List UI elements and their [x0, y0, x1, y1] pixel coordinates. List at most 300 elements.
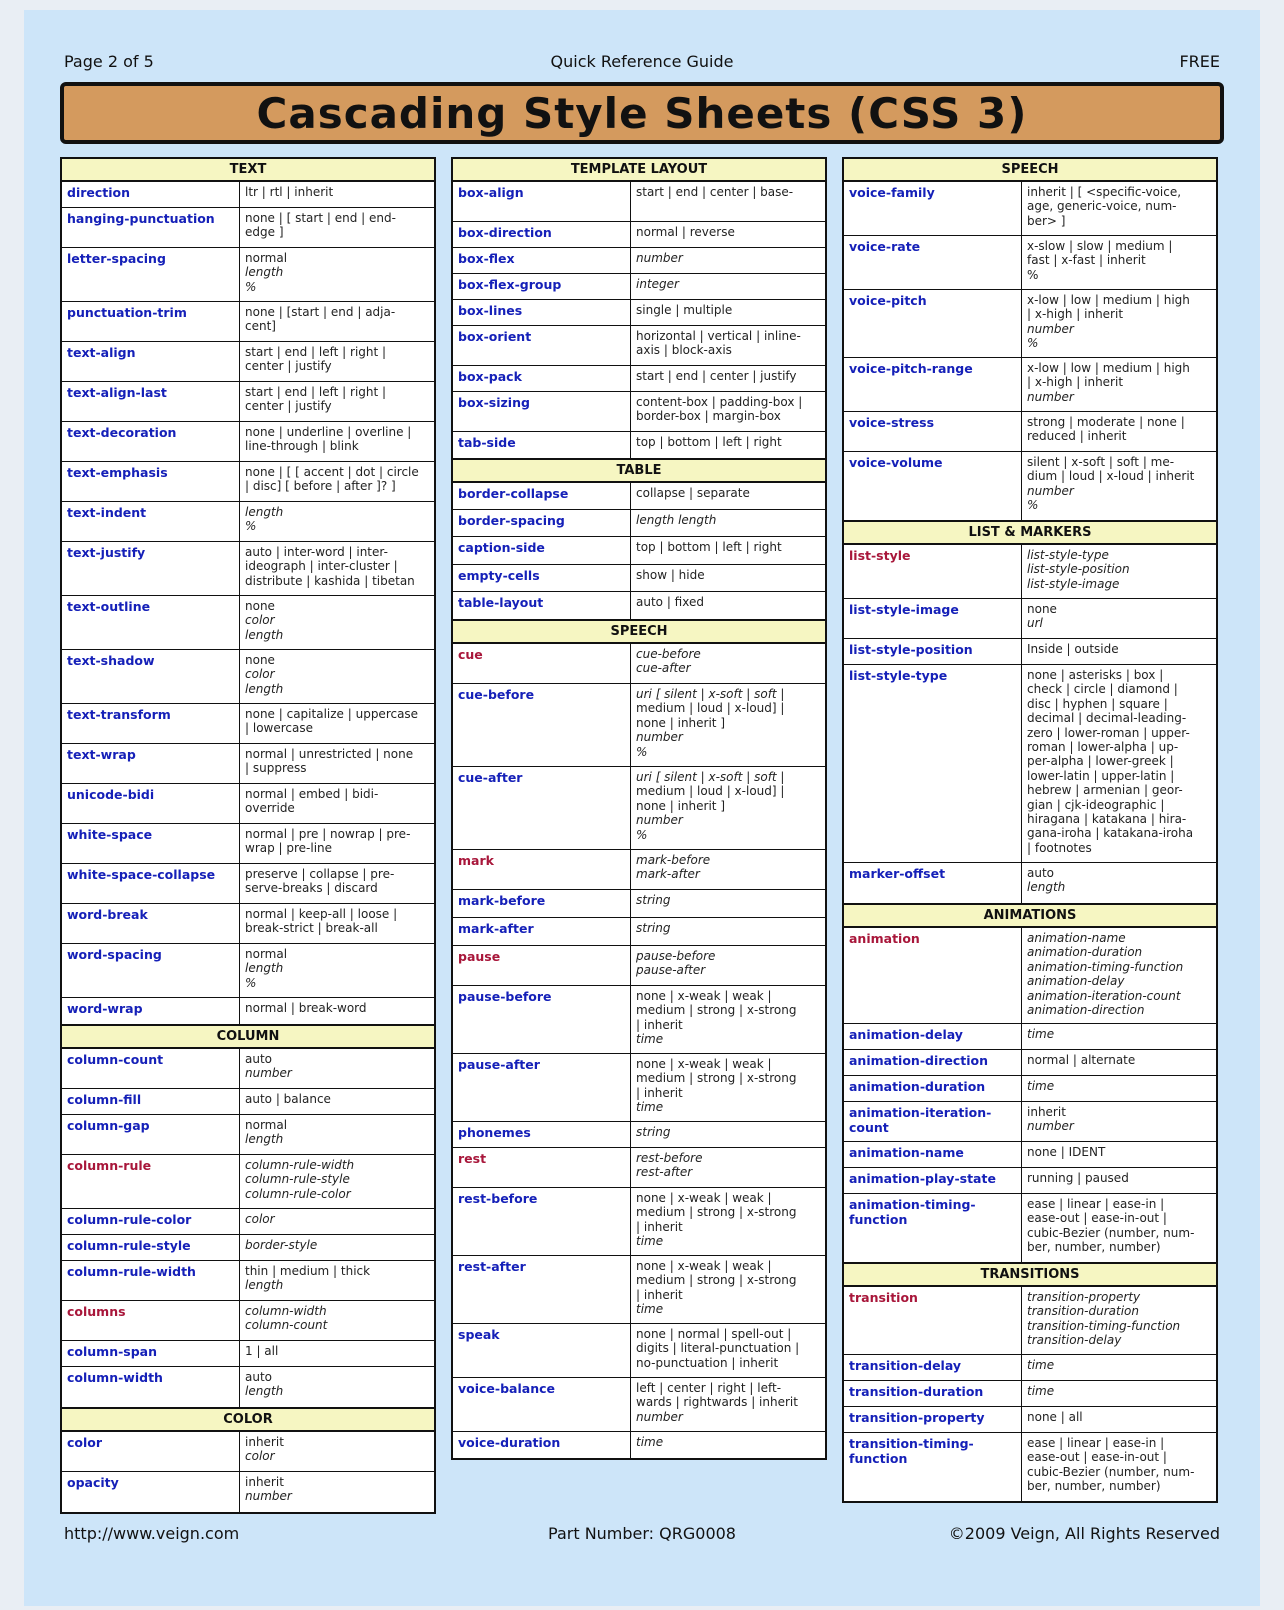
value-line: string: [636, 1125, 671, 1139]
property-row: [453, 392, 825, 432]
property-name: table-layout: [453, 592, 631, 619]
property-values: [631, 1432, 825, 1458]
value-line: normal | reverse: [636, 225, 735, 239]
property-name: cue: [453, 644, 631, 683]
property-values: [631, 366, 825, 391]
value-line: integer: [636, 277, 679, 291]
property-row: [62, 208, 434, 248]
property-name: border-collapse: [453, 483, 631, 509]
price-label: FREE: [1179, 52, 1220, 71]
property-values: [631, 537, 825, 564]
property-values: [240, 248, 434, 301]
value-line: override: [245, 801, 295, 816]
value-line: disc | hyphen | square |: [1027, 696, 1168, 711]
property-values: [631, 510, 825, 536]
page-indicator: Page 2 of 5: [64, 52, 154, 71]
value-line: medium | strong | x-strong: [636, 1273, 797, 1288]
property-values: [631, 392, 825, 431]
property-name: opacity: [62, 1472, 240, 1512]
value-line: %: [245, 279, 257, 294]
property-row: [62, 1209, 434, 1235]
property-row: [62, 1341, 434, 1367]
property-name: direction: [62, 182, 240, 207]
value-line: cue-before: [636, 647, 701, 661]
property-values: [631, 1324, 825, 1377]
property-name: border-spacing: [453, 510, 631, 536]
property-values: [240, 1235, 434, 1260]
section-title: COLUMN: [62, 1024, 434, 1049]
property-name: transition-duration: [844, 1381, 1022, 1406]
property-values: [631, 890, 825, 917]
value-line: time: [636, 1435, 664, 1449]
property-values: [240, 182, 434, 207]
section-speech: [844, 159, 1216, 520]
property-name: column-rule-color: [62, 1209, 240, 1234]
value-line: content-box | padding-box |: [636, 395, 803, 409]
value-line: border-style: [245, 1238, 318, 1252]
property-name: transition-delay: [844, 1355, 1022, 1380]
property-name: rest: [453, 1148, 631, 1187]
property-values: [1022, 599, 1216, 638]
property-row: [844, 290, 1216, 358]
property-row: [453, 366, 825, 392]
property-values: [1022, 452, 1216, 520]
property-name: mark: [453, 850, 631, 889]
value-line: none: [245, 599, 275, 613]
property-values: [1022, 665, 1216, 862]
property-row: [844, 1287, 1216, 1355]
property-name: box-lines: [453, 300, 631, 325]
property-row: [844, 236, 1216, 290]
property-values: [240, 1341, 434, 1366]
value-line: border-box | margin-box: [636, 409, 781, 424]
value-line: inherit: [245, 1435, 284, 1449]
property-values: [240, 784, 434, 823]
property-row: [62, 596, 434, 650]
property-row: [62, 1472, 434, 1512]
value-line: %: [245, 519, 257, 534]
value-line: pause-before: [636, 949, 716, 963]
property-row: [62, 342, 434, 382]
property-name: list-style: [844, 545, 1022, 598]
property-values: [240, 1261, 434, 1300]
property-values: [240, 422, 434, 461]
property-values: [1022, 1433, 1216, 1501]
property-values: [240, 1209, 434, 1234]
property-values: [631, 300, 825, 325]
property-name: column-rule-width: [62, 1261, 240, 1300]
value-line: x-low | low | medium | high: [1027, 293, 1190, 307]
property-row: [453, 684, 825, 767]
value-line: preserve | collapse | pre-: [245, 867, 395, 881]
section-title: COLOR: [62, 1407, 434, 1432]
property-row: [844, 1433, 1216, 1501]
property-name: transition-property: [844, 1407, 1022, 1432]
value-line: top | bottom | left | right: [636, 435, 782, 449]
property-row: [844, 1142, 1216, 1168]
property-name: voice-duration: [453, 1432, 631, 1458]
property-values: [240, 744, 434, 783]
value-line: time: [1027, 1358, 1055, 1372]
value-line: start | end | center | base-: [636, 185, 794, 199]
value-line: %: [636, 827, 648, 842]
value-line: list-style-type: [1027, 548, 1109, 562]
property-row: [453, 483, 825, 510]
value-line: silent | x-soft | soft | me-: [1027, 455, 1175, 469]
property-values: [1022, 863, 1216, 903]
property-row: [62, 1432, 434, 1472]
value-line: medium | strong | x-strong: [636, 1205, 797, 1220]
property-row: [453, 510, 825, 537]
property-row: [62, 998, 434, 1024]
value-line: check | circle | diamond |: [1027, 682, 1178, 697]
value-line: zero | lower-roman | upper-: [1027, 725, 1190, 740]
value-line: auto: [245, 1052, 273, 1066]
property-name: unicode-bidi: [62, 784, 240, 823]
value-line: transition-delay: [1027, 1333, 1122, 1348]
property-name: rest-before: [453, 1188, 631, 1255]
value-line: 1 | all: [245, 1344, 279, 1358]
value-line: length: [245, 1384, 284, 1399]
property-name: box-pack: [453, 366, 631, 391]
value-line: | inherit: [636, 1287, 683, 1302]
value-line: number: [1027, 321, 1074, 336]
value-line: gian | cjk-ideographic |: [1027, 797, 1165, 812]
value-line: column-rule-style: [245, 1172, 350, 1187]
property-row: [453, 326, 825, 366]
value-line: column-count: [245, 1318, 328, 1333]
value-line: ideograph | inter-cluster |: [245, 559, 398, 574]
property-row: [62, 824, 434, 864]
property-row: [453, 182, 825, 222]
value-line: %: [636, 744, 648, 759]
value-line: %: [245, 975, 257, 990]
property-name: text-justify: [62, 542, 240, 595]
value-line: list-style-image: [1027, 576, 1120, 591]
property-values: [240, 502, 434, 541]
value-line: color: [245, 1449, 275, 1464]
value-line: lower-latin | upper-latin |: [1027, 768, 1175, 783]
property-row: [62, 502, 434, 542]
property-row: [844, 928, 1216, 1024]
property-row: [453, 1324, 825, 1378]
property-row: [453, 565, 825, 592]
title-banner: [60, 82, 1224, 144]
value-line: | x-high | inherit: [1027, 307, 1124, 322]
property-row: [844, 1024, 1216, 1050]
property-values: [240, 1472, 434, 1512]
property-values: [631, 850, 825, 889]
property-values: [240, 864, 434, 903]
value-line: color: [245, 667, 275, 682]
property-name: voice-rate: [844, 236, 1022, 289]
value-line: %: [1027, 267, 1039, 282]
value-line: x-slow | slow | medium |: [1027, 239, 1173, 253]
value-line: time: [636, 1234, 664, 1249]
value-line: number: [636, 730, 683, 745]
value-line: inherit: [1027, 1105, 1066, 1119]
value-line: center | justify: [245, 399, 332, 414]
value-line: hebrew | armenian | geor-: [1027, 783, 1183, 798]
property-name: text-shadow: [62, 650, 240, 703]
value-line: auto | balance: [245, 1092, 331, 1106]
value-line: animation-name: [1027, 931, 1126, 945]
value-line: none | [start | end | adja-: [245, 305, 396, 319]
section-title: SPEECH: [453, 619, 825, 644]
section-title: SPEECH: [844, 159, 1216, 182]
value-line: transition-property: [1027, 1290, 1141, 1304]
property-row: [844, 599, 1216, 639]
property-row: [62, 904, 434, 944]
value-line: none | x-weak | weak |: [636, 1259, 772, 1273]
property-name: word-break: [62, 904, 240, 943]
value-line: time: [1027, 1027, 1055, 1041]
value-line: single | multiple: [636, 303, 733, 317]
property-values: [1022, 1407, 1216, 1432]
value-line: column-rule-color: [245, 1186, 351, 1201]
value-line: medium | loud | x-loud] |: [636, 701, 785, 716]
property-row: [844, 665, 1216, 863]
property-row: [844, 182, 1216, 236]
value-line: transition-timing-function: [1027, 1318, 1181, 1333]
property-values: [240, 824, 434, 863]
value-line: uri [ silent | x-soft | soft |: [636, 687, 785, 701]
property-row: [62, 704, 434, 744]
value-line: cue-after: [636, 661, 691, 676]
property-name: box-flex: [453, 248, 631, 273]
property-row: [453, 274, 825, 300]
property-name: voice-balance: [453, 1378, 631, 1431]
value-line: distribute | kashida | tibetan: [245, 573, 415, 588]
property-values: [1022, 358, 1216, 411]
section-title: LIST & MARKERS: [844, 520, 1216, 545]
value-line: none | capitalize | uppercase: [245, 707, 419, 721]
value-line: edge ]: [245, 225, 284, 240]
value-line: none: [245, 653, 275, 667]
property-values: [240, 542, 434, 595]
property-name: word-wrap: [62, 998, 240, 1024]
value-line: strong | moderate | none |: [1027, 415, 1185, 429]
value-line: cubic-Bezier (number, num-: [1027, 1225, 1195, 1240]
property-values: [1022, 545, 1216, 598]
property-row: [62, 650, 434, 704]
value-line: top | bottom | left | right: [636, 540, 782, 554]
value-line: animation-duration: [1027, 945, 1143, 960]
value-line: time: [1027, 1384, 1055, 1398]
property-name: animation-timing-function: [844, 1194, 1022, 1262]
property-values: [631, 432, 825, 458]
property-name: animation-duration: [844, 1076, 1022, 1101]
property-values: [1022, 290, 1216, 357]
value-line: list-style-position: [1027, 562, 1130, 577]
property-values: [240, 1049, 434, 1088]
property-row: [62, 1261, 434, 1301]
property-name: text-indent: [62, 502, 240, 541]
value-line: none | underline | overline |: [245, 425, 412, 439]
section-title: TEXT: [62, 159, 434, 182]
property-name: white-space: [62, 824, 240, 863]
property-name: text-decoration: [62, 422, 240, 461]
property-name: letter-spacing: [62, 248, 240, 301]
value-line: gana-iroha | katakana-iroha: [1027, 826, 1194, 841]
property-values: [631, 986, 825, 1053]
value-line: length: [245, 505, 284, 519]
property-row: [62, 182, 434, 208]
property-name: column-rule-style: [62, 1235, 240, 1260]
property-row: [62, 864, 434, 904]
value-line: time: [1027, 1079, 1055, 1093]
property-name: column-count: [62, 1049, 240, 1088]
value-line: normal: [245, 947, 288, 961]
value-line: rest-before: [636, 1151, 703, 1165]
value-line: digits | literal-punctuation |: [636, 1341, 800, 1356]
value-line: x-low | low | medium | high: [1027, 361, 1190, 375]
value-line: rest-after: [636, 1165, 693, 1180]
property-name: animation-play-state: [844, 1168, 1022, 1193]
property-row: [453, 248, 825, 274]
property-row: [453, 1432, 825, 1458]
property-name: voice-family: [844, 182, 1022, 235]
value-line: collapse | separate: [636, 486, 750, 500]
property-name: cue-before: [453, 684, 631, 766]
footer-url[interactable]: http://www.veign.com: [64, 1524, 240, 1543]
property-name: pause-after: [453, 1054, 631, 1121]
property-row: [844, 545, 1216, 599]
value-line: | lowercase: [245, 721, 313, 736]
value-line: cent]: [245, 319, 276, 334]
property-values: [1022, 928, 1216, 1023]
section-title: TEMPLATE LAYOUT: [453, 159, 825, 182]
section-table: [453, 458, 825, 619]
property-row: [62, 462, 434, 502]
value-line: hiragana | katakana | hira-: [1027, 812, 1187, 827]
property-values: [240, 208, 434, 247]
property-values: [631, 1122, 825, 1147]
value-line: medium | strong | x-strong: [636, 1003, 797, 1018]
property-row: [453, 1378, 825, 1432]
property-values: [240, 302, 434, 341]
value-line: column-rule-width: [245, 1158, 355, 1172]
value-line: | inherit: [636, 1085, 683, 1100]
property-row: [62, 1367, 434, 1407]
property-name: pause-before: [453, 986, 631, 1053]
value-line: left | center | right | left-: [636, 1381, 782, 1395]
value-line: serve-breaks | discard: [245, 881, 378, 896]
property-row: [453, 1256, 825, 1324]
property-name: empty-cells: [453, 565, 631, 591]
property-name: color: [62, 1432, 240, 1471]
property-name: punctuation-trim: [62, 302, 240, 341]
section-transitions: [844, 1262, 1216, 1501]
property-name: marker-offset: [844, 863, 1022, 903]
value-line: number: [636, 813, 683, 828]
value-line: length: [245, 627, 284, 642]
section-text: [62, 159, 434, 1024]
section-title: TABLE: [453, 458, 825, 483]
section-list-markers: [844, 520, 1216, 903]
footer-part-number: Part Number: QRG0008: [548, 1524, 736, 1543]
value-line: | disc] [ before | after ]? ]: [245, 479, 396, 494]
property-row: [844, 1050, 1216, 1076]
value-line: time: [636, 1302, 664, 1317]
property-name: column-width: [62, 1367, 240, 1407]
value-line: medium | strong | x-strong: [636, 1071, 797, 1086]
page-title: Cascading Style Sheets (CSS 3): [256, 88, 1028, 138]
property-row: [453, 1122, 825, 1148]
property-row: [62, 784, 434, 824]
value-line: reduced | inherit: [1027, 429, 1127, 444]
value-line: ease | linear | ease-in |: [1027, 1436, 1165, 1450]
value-line: animation-timing-function: [1027, 959, 1184, 974]
property-row: [62, 944, 434, 998]
property-row: [453, 1188, 825, 1256]
property-name: caption-side: [453, 537, 631, 564]
property-values: [240, 1089, 434, 1114]
property-name: column-gap: [62, 1115, 240, 1154]
value-line: length: [245, 1278, 284, 1293]
value-line: number: [245, 1066, 292, 1081]
value-line: start | end | center | justify: [636, 369, 797, 383]
property-values: [1022, 412, 1216, 451]
value-line: column-width: [245, 1304, 327, 1318]
value-line: none | [ start | end | end-: [245, 211, 396, 225]
property-values: [631, 1378, 825, 1431]
property-name: animation-delay: [844, 1024, 1022, 1049]
property-name: cue-after: [453, 767, 631, 849]
property-name: tab-side: [453, 432, 631, 458]
property-name: box-align: [453, 182, 631, 221]
property-values: [631, 644, 825, 683]
property-name: speak: [453, 1324, 631, 1377]
reference-column-1: [60, 157, 436, 1514]
property-values: [240, 596, 434, 649]
value-line: no-punctuation | inherit: [636, 1355, 779, 1370]
property-name: animation-name: [844, 1142, 1022, 1167]
property-row: [844, 1407, 1216, 1433]
property-row: [844, 1194, 1216, 1262]
value-line: cubic-Bezier (number, num-: [1027, 1464, 1195, 1479]
value-line: ease-out | ease-in-out |: [1027, 1450, 1167, 1465]
property-row: [844, 1355, 1216, 1381]
property-values: [240, 944, 434, 997]
property-row: [453, 644, 825, 684]
property-values: [240, 1301, 434, 1340]
property-name: hanging-punctuation: [62, 208, 240, 247]
property-row: [453, 986, 825, 1054]
value-line: none | x-weak | weak |: [636, 989, 772, 1003]
property-row: [844, 1102, 1216, 1142]
value-line: animation-iteration-count: [1027, 988, 1181, 1003]
property-name: text-align: [62, 342, 240, 381]
value-line: running | paused: [1027, 1171, 1129, 1185]
value-line: fast | x-fast | inherit: [1027, 253, 1146, 268]
value-line: %: [1027, 498, 1039, 513]
value-line: number: [1027, 483, 1074, 498]
value-line: Inside | outside: [1027, 642, 1119, 656]
property-row: [453, 1148, 825, 1188]
section-speech: [453, 619, 825, 1458]
property-row: [62, 1235, 434, 1261]
property-name: box-direction: [453, 222, 631, 247]
value-line: %: [1027, 336, 1039, 351]
property-values: [240, 904, 434, 943]
property-name: rest-after: [453, 1256, 631, 1323]
value-line: auto: [245, 1370, 273, 1384]
property-values: [1022, 1050, 1216, 1075]
value-line: number: [1027, 389, 1074, 404]
property-values: [240, 382, 434, 421]
value-line: none | [ [ accent | dot | circle: [245, 465, 419, 479]
